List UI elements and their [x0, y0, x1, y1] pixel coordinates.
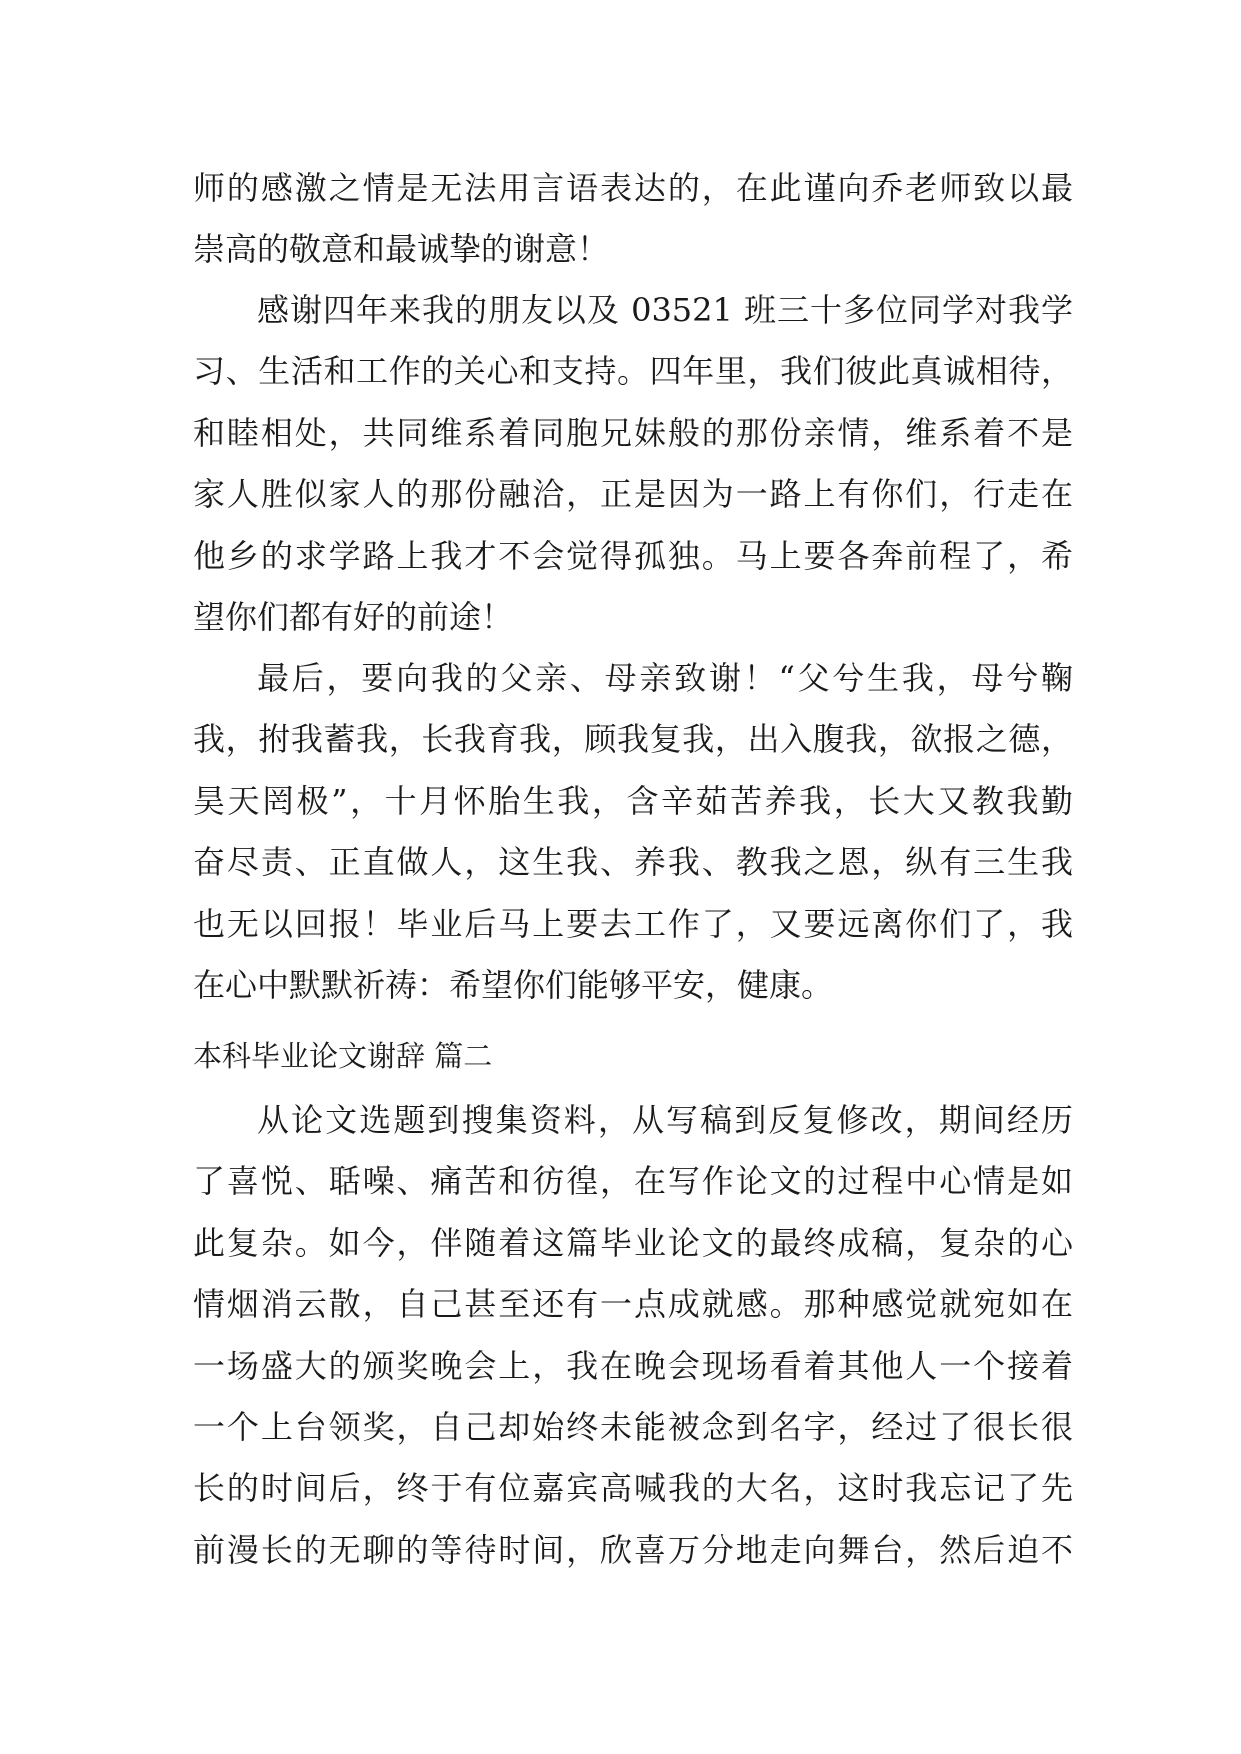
paragraph-3-line-6: 在心中默默祈祷：希望你们能够平安，健康。: [193, 965, 834, 1004]
paragraph-2-line-4: 家人胜似家人的那份融洽，正是因为一路上有你们，行走在: [193, 475, 1073, 514]
paragraph-1: [193, 158, 1073, 281]
section-heading: 本科毕业论文谢辞 篇二: [193, 1039, 493, 1073]
section-paragraph-line-4: 情烟消云散，自己甚至还有一点成就感。那种感觉就宛如在: [193, 1285, 1073, 1324]
paragraph-3-line-4: 奋尽责、正直做人，这生我、养我、教我之恩，纵有三生我: [193, 843, 1073, 882]
section-paragraph-line-2: 了喜悦、聒噪、痛苦和彷徨，在写作论文的过程中心情是如: [193, 1162, 1073, 1201]
paragraph-2-line-6: 望你们都有好的前途！: [193, 597, 514, 636]
paragraph-2-line-1: 感谢四年来我的朋友以及 03521 班三十多位同学对我学: [257, 291, 1073, 329]
paragraph-3-line-2: 我，拊我蓄我，长我育我，顾我复我，出入腹我，欲报之德，: [193, 720, 1073, 759]
paragraph-2-line-3: 和睦相处，共同维系着同胞兄妹般的那份亲情，维系着不是: [193, 413, 1073, 452]
paragraph-1-line-1: 师的感激之情是无法用言语表达的，在此谨向乔老师致以最: [193, 169, 1073, 207]
paragraph-3-line-3: 昊天罔极”，十月怀胎生我，含辛茹苦养我，长大又教我勤: [193, 781, 1073, 820]
section-paragraph-line-5: 一场盛大的颁奖晚会上，我在晚会现场看着其他人一个接着: [193, 1346, 1073, 1385]
paragraph-3: [193, 648, 1073, 1016]
section-paragraph-line-6: 一个上台领奖，自己却始终未能被念到名字，经过了很长很: [193, 1407, 1073, 1446]
section-paragraph-line-7: 长的时间后，终于有位嘉宾高喊我的大名，这时我忘记了先: [193, 1469, 1073, 1508]
paragraph-2-line-5: 他乡的求学路上我才不会觉得孤独。马上要各奔前程了，希: [193, 536, 1073, 575]
paragraph-3-line-5: 也无以回报！毕业后马上要去工作了，又要远离你们了，我: [193, 904, 1073, 943]
section-paragraph-line-1: 从论文选题到搜集资料，从写稿到反复修改，期间经历: [257, 1101, 1073, 1139]
section-paragraph-line-3: 此复杂。如今，伴随着这篇毕业论文的最终成稿，复杂的心: [193, 1223, 1073, 1262]
section-paragraph-line-8: 前漫长的无聊的等待时间，欣喜万分地走向舞台，然后迫不: [193, 1530, 1073, 1569]
section-paragraph: [193, 1090, 1073, 1581]
paragraph-2-line-2: 习、生活和工作的关心和支持。四年里，我们彼此真诚相待，: [193, 352, 1073, 391]
paragraph-3-line-1: 最后，要向我的父亲、母亲致谢！“父兮生我，母兮鞠: [257, 659, 1073, 697]
paragraph-1-line-2: 崇高的敬意和最诚挚的谢意！: [193, 230, 610, 269]
paragraph-2: [193, 280, 1073, 648]
